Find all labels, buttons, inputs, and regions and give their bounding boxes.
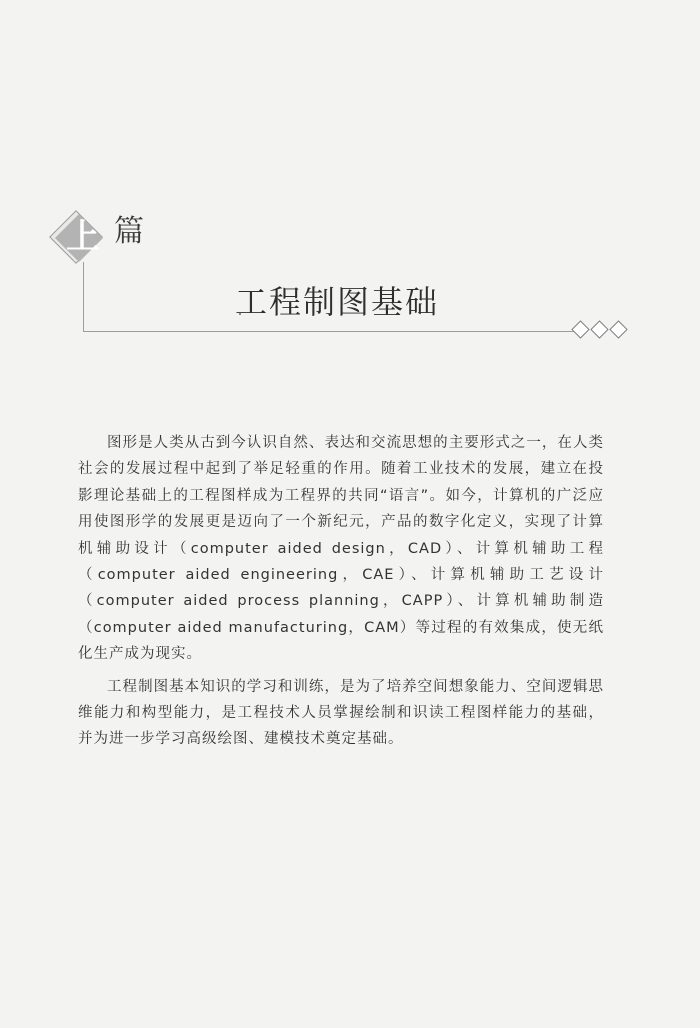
part-label-suffix: 篇 xyxy=(114,214,144,249)
diamond-ornament-icon xyxy=(609,320,627,338)
paragraph: 工程制图基本知识的学习和训练，是为了培养空间想象能力、空间逻辑思维能力和构型能力，是工程技术人员掌握绘制和识读工程图样能力的基础，并为进一步学习高级绘图、建模技术奠定基础。 xyxy=(78,678,604,748)
body-text xyxy=(78,430,604,759)
diamond-ornament-icon xyxy=(571,320,589,338)
page-title: 工程制图基础 xyxy=(235,283,440,321)
diamond-ornament-icon xyxy=(590,320,608,338)
part-badge xyxy=(50,211,106,267)
part-label-char: 上 xyxy=(66,217,100,257)
paragraph: 图形是人类从古到今认识自然、表达和交流思想的主要形式之一，在人类社会的发展过程中起到了举足轻重的作用。随着工业技术的发展，建立在投影理论基础上的工程图样成为工程界的共同“语言”。如今，计算机的广泛应用使图形学的发展更是迈向了一个新纪元，产品的数字化定义，实现了计算机辅助设计（computer aided design，CAD）、计算机辅助工程（computer aided engineering，CAE）、计算机辅助工艺设计（computer aided process planning，CAPP）、计算机辅助制造（computer aided manufacturing，CAM）等过程的有效集成，使无纸化生产成为现实。 xyxy=(78,435,604,663)
